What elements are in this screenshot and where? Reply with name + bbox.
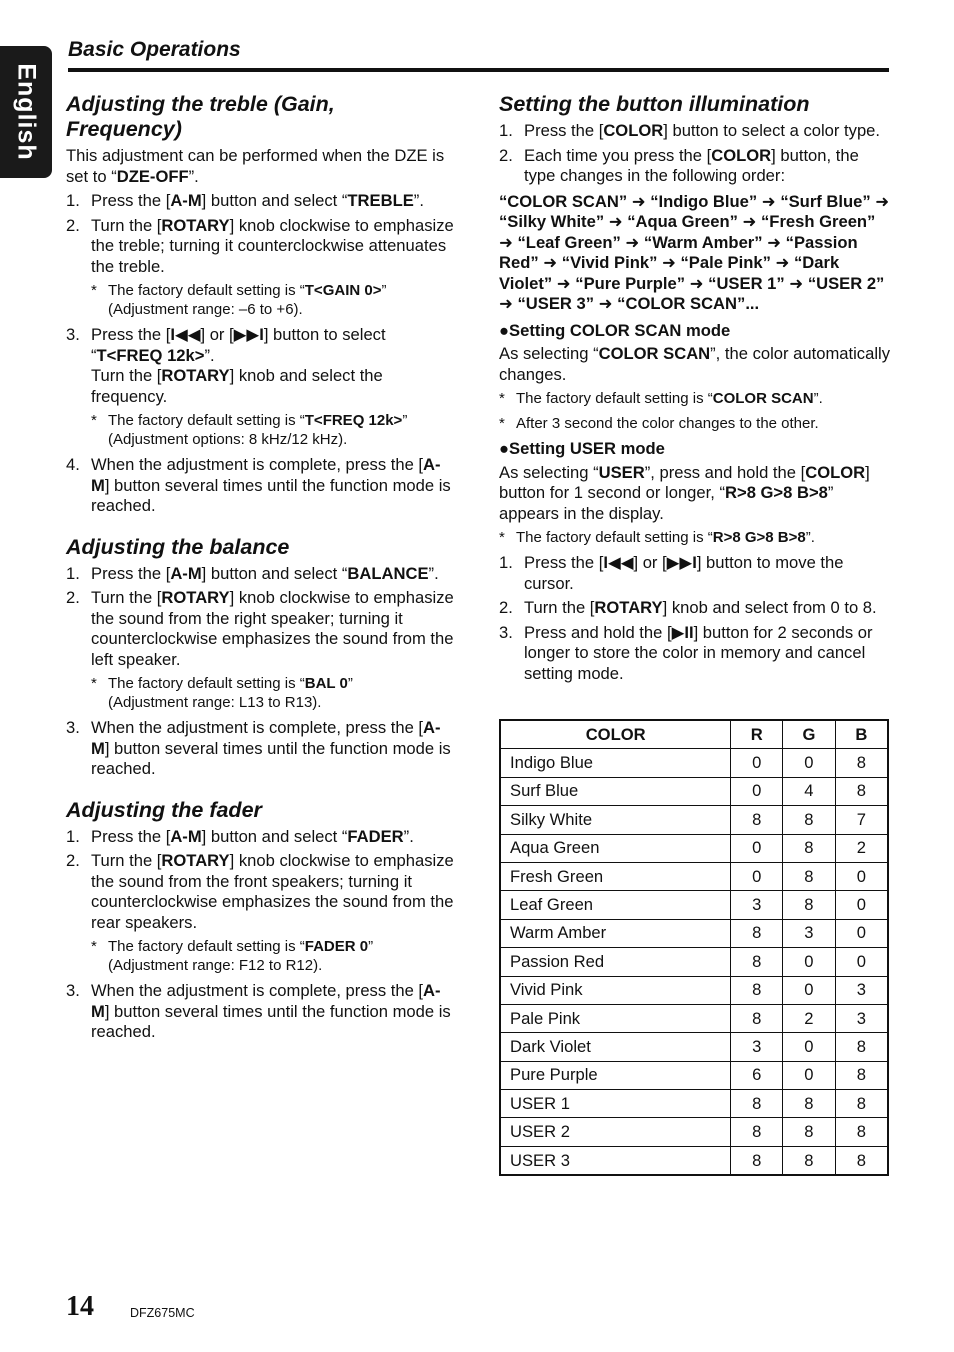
color-name-cell: USER 1 [500,1090,731,1118]
g-value-cell: 2 [783,1004,836,1032]
fader-title: Adjusting the fader [66,797,262,822]
illumination-step-1: 1. Press the [COLOR] button to select a color type. [499,121,881,140]
table-row [500,1004,888,1032]
color-name-cell: USER 2 [500,1118,731,1146]
g-value-cell: 0 [783,1033,836,1061]
table-row [500,749,888,777]
treble-note-1: * The factory default setting is “T<GAIN 0>” (Adjustment range: –6 to +6). [91,282,387,318]
balance-step-2: 2. Turn the [ROTARY] knob clockwise to emphasize the sound from the right speaker; turning it counterclockwise emphasizes the sound from the left speaker. * The factory default setting is “BAL 0” (Adjustment range: L13 to R13). [66,588,456,712]
color-name-cell: USER 3 [500,1146,731,1175]
b-value-cell: 3 [835,1004,888,1032]
page-number: 14 [66,1291,94,1322]
treble-step-4: 4. When the adjustment is complete, press the [A-M] button several times until the function mode is reached. [66,455,451,515]
prev-button-icon: I◀◀ [603,553,634,572]
language-tab [0,46,52,178]
g-value-cell: 0 [783,749,836,777]
user-step-1: 1. Press the [I◀◀] or [▶▶I] button to move the cursor. [499,553,844,593]
illumination-step-2: 2. Each time you press the [COLOR] button, the type changes in the following order: [499,145,859,185]
table-row [500,1033,888,1061]
b-value-cell: 8 [835,1146,888,1175]
fader-steps [66,827,456,1043]
color-name-cell: Dark Violet [500,1033,731,1061]
treble-step-3: 3. Press the [I◀◀] or [▶▶I] button to select “T<FREQ 12k>”. Turn the [ROTARY] knob and select the frequency. * The factory default setting is “T<FREQ 12k>” (Adjustment options: 8 kHz/12 kHz). [66,325,456,449]
b-value-cell: 2 [835,834,888,862]
treble-title: Adjusting the treble (Gain, Frequency) [66,92,335,141]
g-value-cell: 8 [783,1118,836,1146]
color-name-cell: Indigo Blue [500,749,731,777]
table-row [500,1118,888,1146]
r-value-cell: 6 [731,1061,783,1089]
color-order-sequence: “COLOR SCAN” ➜ “Indigo Blue” ➜ “Surf Blue” ➜ “Silky White” ➜ “Aqua Green” ➜ “Fresh Green” ➜ “Leaf Green” ➜ “Warm Amber” ➜ “Passion Red” ➜ “Vivid Pink” ➜ “Pale Pink” ➜ “Dark Violet” ➜ “Pure Purple” ➜ “USER 1” ➜ “USER 2” ➜ “USER 3” ➜ “COLOR SCAN”... [499,191,890,313]
illumination-title: Setting the button illumination [499,92,810,116]
color-name-cell: Surf Blue [500,777,731,805]
g-value-cell: 0 [783,1061,836,1089]
r-value-cell: 8 [731,976,783,1004]
r-value-cell: 0 [731,749,783,777]
color-scan-text: As selecting “COLOR SCAN”, the color automatically changes. [499,344,890,384]
color-name-cell: Warm Amber [500,919,731,947]
r-value-cell: 0 [731,777,783,805]
balance-title: Adjusting the balance [66,534,290,559]
language-tab-label: English [12,63,41,161]
user-mode-text: As selecting “USER”, press and hold the [COLOR] button for 1 second or longer, “R>8 G>8 B>8” appears in the display. [499,462,870,523]
table-row [500,1146,888,1175]
treble-step-1: 1. Press the [A-M] button and select “TREBLE”. [66,191,424,210]
color-scan-note-2: * After 3 second the color changes to the other. [499,415,819,432]
b-value-cell: 8 [835,777,888,805]
g-value-cell: 8 [783,1146,836,1175]
g-value-cell: 3 [783,919,836,947]
treble-note-2: * The factory default setting is “T<FREQ 12k>” (Adjustment options: 8 kHz/12 kHz). [91,412,408,448]
column-header-color: COLOR [500,720,731,749]
play-pause-icon: ▶II [671,622,694,642]
b-value-cell: 0 [835,891,888,919]
table-row [500,948,888,976]
table-row [500,919,888,947]
table-row [500,834,888,862]
b-value-cell: 3 [835,976,888,1004]
r-value-cell: 8 [731,1004,783,1032]
g-value-cell: 8 [783,891,836,919]
color-name-cell: Leaf Green [500,891,731,919]
column-header-g: G [783,720,836,749]
balance-step-3: 3. When the adjustment is complete, press the [A-M] button several times until the function mode is reached. [66,718,451,778]
b-value-cell: 0 [835,862,888,890]
prev-button-icon: I◀◀ [170,325,201,344]
g-value-cell: 8 [783,1090,836,1118]
r-value-cell: 8 [731,1146,783,1175]
r-value-cell: 8 [731,1090,783,1118]
b-value-cell: 8 [835,1061,888,1089]
color-name-cell: Pure Purple [500,1061,731,1089]
balance-step-1: 1. Press the [A-M] button and select “BALANCE”. [66,563,439,583]
color-name-cell: Passion Red [500,948,731,976]
g-value-cell: 0 [783,976,836,1004]
r-value-cell: 8 [731,1118,783,1146]
left-column [66,92,456,1048]
fader-step-3: 3. When the adjustment is complete, press the [A-M] button several times until the function mode is reached. [66,981,451,1041]
model-number: DFZ675MC [130,1306,195,1320]
section-header: Basic Operations [68,38,241,61]
r-value-cell: 8 [731,948,783,976]
b-value-cell: 7 [835,806,888,834]
table-row [500,1061,888,1089]
balance-note: * The factory default setting is “BAL 0” (Adjustment range: L13 to R13). [91,675,353,711]
user-step-3: 3. Press and hold the [▶II] button for 2 seconds or longer to store the color in memory and cancel setting mode. [499,622,873,683]
table-header-row [500,720,888,749]
color-rgb-table [499,719,889,1176]
treble-step-2: 2. Turn the [ROTARY] knob clockwise to emphasize the treble; turning it counterclockwise attenuates the treble. * The factory default setting is “T<GAIN 0>” (Adjustment range: –6 to +6). [66,216,456,320]
b-value-cell: 0 [835,948,888,976]
user-mode-note: * The factory default setting is “R>8 G>8 B>8”. [499,529,815,546]
g-value-cell: 0 [783,948,836,976]
table-row [500,976,888,1004]
color-name-cell: Pale Pink [500,1004,731,1032]
treble-steps [66,191,456,517]
table-row [500,1090,888,1118]
user-mode-heading: ●Setting USER mode [499,439,665,458]
g-value-cell: 4 [783,777,836,805]
table-row [500,806,888,834]
b-value-cell: 8 [835,1090,888,1118]
table-row [500,862,888,890]
b-value-cell: 8 [835,749,888,777]
color-scan-note-1: * The factory default setting is “COLOR SCAN”. [499,390,823,407]
color-scan-heading: ●Setting COLOR SCAN mode [499,320,731,340]
r-value-cell: 0 [731,834,783,862]
table-row [500,777,888,805]
treble-intro: This adjustment can be performed when the DZE is set to “DZE-OFF”. [66,146,445,186]
column-header-r: R [731,720,783,749]
next-button-icon: ▶▶I [233,325,264,344]
fader-step-2: 2. Turn the [ROTARY] knob clockwise to emphasize the sound from the front speakers; turning it counterclockwise emphasizes the sound from the rear speakers. * The factory default setting is “FADER 0” (Adjustment range: F12 to R12). [66,851,456,975]
g-value-cell: 8 [783,806,836,834]
r-value-cell: 3 [731,1033,783,1061]
fader-note: * The factory default setting is “FADER 0” (Adjustment range: F12 to R12). [91,938,374,974]
fader-step-1: 1. Press the [A-M] button and select “FADER”. [66,826,414,846]
r-value-cell: 3 [731,891,783,919]
color-name-cell: Aqua Green [500,834,731,862]
right-column [499,92,891,689]
user-mode-steps [499,553,891,684]
color-name-cell: Silky White [500,806,731,834]
table-row [500,891,888,919]
illumination-steps [499,121,891,187]
b-value-cell: 8 [835,1033,888,1061]
column-header-b: B [835,720,888,749]
g-value-cell: 8 [783,834,836,862]
user-step-2: 2. Turn the [ROTARY] knob and select from 0 to 8. [499,598,877,617]
g-value-cell: 8 [783,862,836,890]
balance-steps [66,564,456,780]
r-value-cell: 8 [731,806,783,834]
header-rule [68,68,889,72]
b-value-cell: 0 [835,919,888,947]
next-button-icon: ▶▶I [666,553,697,572]
color-name-cell: Fresh Green [500,862,731,890]
r-value-cell: 0 [731,862,783,890]
b-value-cell: 8 [835,1118,888,1146]
r-value-cell: 8 [731,919,783,947]
color-name-cell: Vivid Pink [500,976,731,1004]
